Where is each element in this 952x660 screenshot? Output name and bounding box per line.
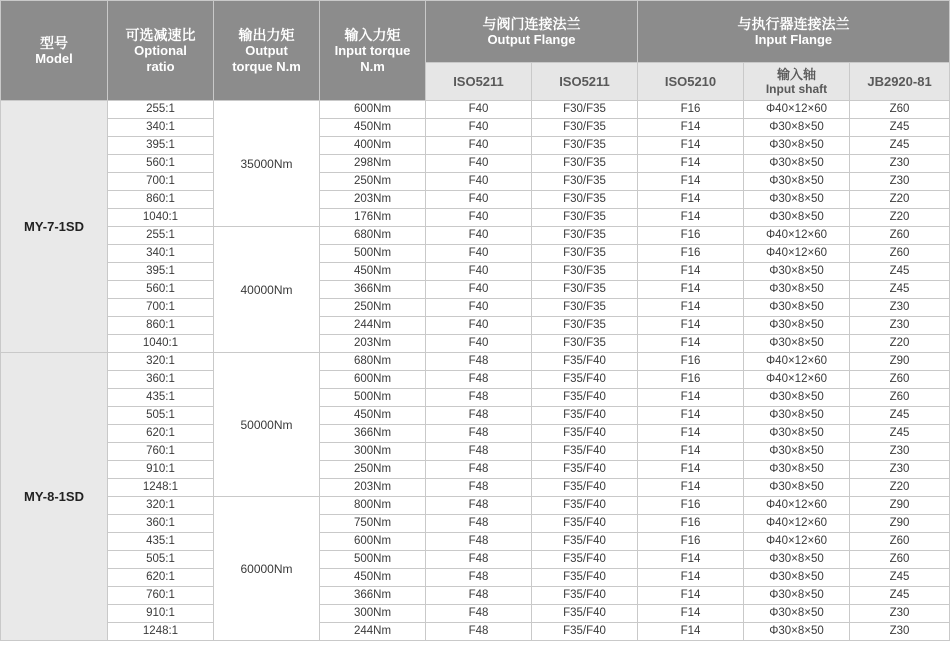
subheader-iso5211-a: ISO5211 (426, 63, 532, 101)
input-flange-iso5210-cell: F14 (638, 173, 744, 191)
table-row (1, 587, 950, 605)
input-flange-iso5210-cell: F16 (638, 245, 744, 263)
input-shaft-cell: Φ40×12×60 (744, 497, 850, 515)
jb2920-cell: Z30 (850, 317, 950, 335)
output-flange-iso5211-b-cell: F35/F40 (532, 587, 638, 605)
input-shaft-cell: Φ30×8×50 (744, 299, 850, 317)
output-flange-iso5211-b-cell: F35/F40 (532, 371, 638, 389)
ratio-header-en1: Optional (134, 42, 187, 58)
ratio-cell: 320:1 (108, 353, 214, 371)
input-flange-iso5210-cell: F14 (638, 155, 744, 173)
output-flange-iso5211-b-cell: F35/F40 (532, 407, 638, 425)
ratio-cell: 320:1 (108, 497, 214, 515)
table-row (1, 353, 950, 371)
input-shaft-cell: Φ30×8×50 (744, 623, 850, 641)
model-header-cn: 型号 (40, 34, 68, 51)
input-torque-cell: 366Nm (320, 587, 426, 605)
jb2920-cell: Z60 (850, 389, 950, 407)
jb2920-cell: Z20 (850, 479, 950, 497)
model-header (1, 1, 108, 101)
input-flange-iso5210-cell: F14 (638, 425, 744, 443)
input-flange-iso5210-cell: F14 (638, 317, 744, 335)
input-torque-cell: 450Nm (320, 263, 426, 281)
output-torque-cell: 50000Nm (214, 353, 320, 497)
input-torque-cell: 366Nm (320, 425, 426, 443)
output-flange-iso5211-a-cell: F48 (426, 353, 532, 371)
jb2920-cell: Z30 (850, 461, 950, 479)
ratio-cell: 395:1 (108, 137, 214, 155)
output-flange-iso5211-b-cell: F35/F40 (532, 425, 638, 443)
table-row (1, 191, 950, 209)
ratio-cell: 560:1 (108, 155, 214, 173)
jb2920-cell: Z60 (850, 101, 950, 119)
ratio-cell: 560:1 (108, 281, 214, 299)
input-torque-cell: 244Nm (320, 317, 426, 335)
input-shaft-cell: Φ30×8×50 (744, 407, 850, 425)
ratio-cell: 255:1 (108, 101, 214, 119)
output-flange-iso5211-b-cell: F35/F40 (532, 533, 638, 551)
input-shaft-cell: Φ30×8×50 (744, 605, 850, 623)
subheader-jb2920: JB2920-81 (850, 63, 950, 101)
input-flange-iso5210-cell: F14 (638, 443, 744, 461)
output-flange-header-en: Output Flange (487, 31, 576, 47)
input-shaft-cell: Φ40×12×60 (744, 227, 850, 245)
input-torque-cell: 680Nm (320, 353, 426, 371)
ratio-cell: 360:1 (108, 371, 214, 389)
input-shaft-cell: Φ40×12×60 (744, 371, 850, 389)
table-row (1, 371, 950, 389)
table-row (1, 281, 950, 299)
ratio-cell: 505:1 (108, 551, 214, 569)
output-flange-iso5211-a-cell: F48 (426, 533, 532, 551)
input-shaft-cell: Φ40×12×60 (744, 515, 850, 533)
input-torque-header-en1: Input torque (334, 42, 411, 58)
subheader-input-shaft (744, 63, 850, 101)
input-flange-header-en: Input Flange (754, 31, 833, 47)
table-row (1, 317, 950, 335)
input-flange-iso5210-cell: F14 (638, 461, 744, 479)
ratio-cell: 395:1 (108, 263, 214, 281)
ratio-header (108, 1, 214, 101)
input-flange-iso5210-cell: F16 (638, 515, 744, 533)
output-flange-iso5211-b-cell: F30/F35 (532, 299, 638, 317)
table-row (1, 569, 950, 587)
output-flange-iso5211-a-cell: F40 (426, 119, 532, 137)
input-torque-cell: 500Nm (320, 389, 426, 407)
jb2920-cell: Z90 (850, 497, 950, 515)
input-shaft-cell: Φ40×12×60 (744, 533, 850, 551)
output-flange-iso5211-a-cell: F48 (426, 569, 532, 587)
output-flange-iso5211-b-cell: F35/F40 (532, 389, 638, 407)
input-shaft-cell: Φ40×12×60 (744, 101, 850, 119)
input-flange-iso5210-cell: F14 (638, 335, 744, 353)
ratio-cell: 360:1 (108, 515, 214, 533)
ratio-cell: 910:1 (108, 605, 214, 623)
jb2920-cell: Z60 (850, 227, 950, 245)
output-flange-iso5211-a-cell: F48 (426, 479, 532, 497)
output-flange-iso5211-a-cell: F48 (426, 623, 532, 641)
input-torque-cell: 203Nm (320, 191, 426, 209)
table-row (1, 119, 950, 137)
input-torque-cell: 203Nm (320, 479, 426, 497)
input-shaft-cell: Φ30×8×50 (744, 587, 850, 605)
input-torque-cell: 203Nm (320, 335, 426, 353)
table-row (1, 101, 950, 119)
output-flange-iso5211-b-cell: F30/F35 (532, 173, 638, 191)
input-shaft-cell: Φ40×12×60 (744, 353, 850, 371)
input-shaft-cell: Φ30×8×50 (744, 461, 850, 479)
output-flange-iso5211-a-cell: F40 (426, 263, 532, 281)
jb2920-cell: Z30 (850, 173, 950, 191)
input-flange-iso5210-cell: F14 (638, 119, 744, 137)
jb2920-cell: Z30 (850, 623, 950, 641)
output-flange-iso5211-b-cell: F35/F40 (532, 515, 638, 533)
input-shaft-cell: Φ30×8×50 (744, 425, 850, 443)
input-shaft-cell: Φ40×12×60 (744, 245, 850, 263)
output-flange-iso5211-a-cell: F48 (426, 389, 532, 407)
input-flange-iso5210-cell: F14 (638, 191, 744, 209)
input-torque-cell: 450Nm (320, 569, 426, 587)
output-flange-iso5211-b-cell: F30/F35 (532, 227, 638, 245)
output-flange-iso5211-b-cell: F30/F35 (532, 317, 638, 335)
input-shaft-cell: Φ30×8×50 (744, 335, 850, 353)
output-flange-iso5211-a-cell: F40 (426, 299, 532, 317)
input-torque-cell: 366Nm (320, 281, 426, 299)
output-flange-iso5211-b-cell: F30/F35 (532, 281, 638, 299)
output-flange-iso5211-a-cell: F48 (426, 443, 532, 461)
input-shaft-cell: Φ30×8×50 (744, 119, 850, 137)
table-header (1, 1, 950, 101)
input-torque-cell: 600Nm (320, 371, 426, 389)
table-row (1, 173, 950, 191)
output-flange-iso5211-a-cell: F48 (426, 371, 532, 389)
jb2920-cell: Z45 (850, 119, 950, 137)
output-flange-iso5211-b-cell: F30/F35 (532, 335, 638, 353)
output-flange-iso5211-b-cell: F35/F40 (532, 605, 638, 623)
output-flange-iso5211-a-cell: F40 (426, 173, 532, 191)
jb2920-cell: Z30 (850, 155, 950, 173)
input-torque-cell: 300Nm (320, 605, 426, 623)
output-flange-iso5211-b-cell: F35/F40 (532, 497, 638, 515)
input-shaft-cell: Φ30×8×50 (744, 317, 850, 335)
ratio-header-cn: 可选减速比 (125, 26, 196, 43)
jb2920-cell: Z30 (850, 443, 950, 461)
output-flange-iso5211-a-cell: F48 (426, 587, 532, 605)
jb2920-cell: Z60 (850, 245, 950, 263)
input-flange-iso5210-cell: F14 (638, 551, 744, 569)
table-row (1, 209, 950, 227)
table-row (1, 137, 950, 155)
output-flange-iso5211-b-cell: F35/F40 (532, 623, 638, 641)
input-shaft-cell: Φ30×8×50 (744, 389, 850, 407)
ratio-cell: 1248:1 (108, 479, 214, 497)
jb2920-cell: Z20 (850, 335, 950, 353)
output-flange-iso5211-b-cell: F35/F40 (532, 353, 638, 371)
output-flange-iso5211-b-cell: F35/F40 (532, 443, 638, 461)
table-row (1, 245, 950, 263)
ratio-cell: 760:1 (108, 443, 214, 461)
input-flange-iso5210-cell: F16 (638, 353, 744, 371)
input-flange-iso5210-cell: F16 (638, 227, 744, 245)
jb2920-cell: Z45 (850, 137, 950, 155)
ratio-cell: 255:1 (108, 227, 214, 245)
input-shaft-cell: Φ30×8×50 (744, 263, 850, 281)
subheader-iso5211-b: ISO5211 (532, 63, 638, 101)
jb2920-cell: Z30 (850, 299, 950, 317)
input-shaft-cell: Φ30×8×50 (744, 569, 850, 587)
input-torque-cell: 250Nm (320, 299, 426, 317)
output-torque-cell: 35000Nm (214, 101, 320, 227)
ratio-cell: 505:1 (108, 407, 214, 425)
input-torque-cell: 400Nm (320, 137, 426, 155)
input-torque-cell: 250Nm (320, 173, 426, 191)
input-torque-cell: 500Nm (320, 245, 426, 263)
ratio-cell: 435:1 (108, 533, 214, 551)
output-flange-iso5211-a-cell: F40 (426, 137, 532, 155)
ratio-cell: 620:1 (108, 425, 214, 443)
input-flange-iso5210-cell: F16 (638, 371, 744, 389)
model-cell: MY-7-1SD (1, 101, 108, 353)
input-torque-cell: 680Nm (320, 227, 426, 245)
jb2920-cell: Z45 (850, 569, 950, 587)
input-torque-cell: 500Nm (320, 551, 426, 569)
jb2920-cell: Z45 (850, 587, 950, 605)
input-torque-cell: 300Nm (320, 443, 426, 461)
output-flange-iso5211-a-cell: F40 (426, 227, 532, 245)
jb2920-cell: Z60 (850, 551, 950, 569)
ratio-header-en2: ratio (146, 58, 175, 74)
jb2920-cell: Z30 (850, 605, 950, 623)
table-row (1, 155, 950, 173)
input-flange-iso5210-cell: F14 (638, 281, 744, 299)
output-flange-iso5211-b-cell: F30/F35 (532, 137, 638, 155)
model-cell: MY-8-1SD (1, 353, 108, 641)
output-flange-header-cn: 与阀门连接法兰 (482, 15, 581, 32)
output-flange-iso5211-b-cell: F30/F35 (532, 245, 638, 263)
input-flange-iso5210-cell: F14 (638, 263, 744, 281)
input-shaft-cell: Φ30×8×50 (744, 479, 850, 497)
input-torque-cell: 600Nm (320, 101, 426, 119)
input-torque-header-cn: 输入力矩 (344, 26, 401, 43)
output-torque-cell: 60000Nm (214, 497, 320, 641)
input-shaft-cell: Φ30×8×50 (744, 281, 850, 299)
input-torque-cell: 244Nm (320, 623, 426, 641)
jb2920-cell: Z60 (850, 533, 950, 551)
output-torque-header-en1: Output (245, 42, 288, 58)
output-flange-iso5211-b-cell: F30/F35 (532, 191, 638, 209)
output-flange-iso5211-b-cell: F35/F40 (532, 569, 638, 587)
table-row (1, 623, 950, 641)
ratio-cell: 910:1 (108, 461, 214, 479)
table-row (1, 389, 950, 407)
output-flange-iso5211-b-cell: F30/F35 (532, 155, 638, 173)
output-torque-header-en2: torque N.m (232, 58, 301, 74)
output-flange-iso5211-b-cell: F35/F40 (532, 479, 638, 497)
model-header-en: Model (35, 50, 73, 66)
input-flange-iso5210-cell: F14 (638, 299, 744, 317)
output-flange-iso5211-a-cell: F40 (426, 335, 532, 353)
jb2920-cell: Z45 (850, 425, 950, 443)
jb2920-cell: Z90 (850, 353, 950, 371)
table-row (1, 443, 950, 461)
table-row (1, 407, 950, 425)
input-torque-cell: 176Nm (320, 209, 426, 227)
table-row (1, 533, 950, 551)
output-flange-iso5211-a-cell: F48 (426, 605, 532, 623)
input-torque-cell: 750Nm (320, 515, 426, 533)
table-row (1, 263, 950, 281)
input-torque-cell: 450Nm (320, 407, 426, 425)
input-shaft-cell: Φ30×8×50 (744, 191, 850, 209)
table-row (1, 479, 950, 497)
input-torque-cell: 450Nm (320, 119, 426, 137)
table-row (1, 551, 950, 569)
input-torque-header (320, 1, 426, 101)
table-row (1, 461, 950, 479)
output-flange-iso5211-a-cell: F48 (426, 497, 532, 515)
input-shaft-cell: Φ30×8×50 (744, 155, 850, 173)
jb2920-cell: Z45 (850, 407, 950, 425)
input-shaft-cell: Φ30×8×50 (744, 551, 850, 569)
input-flange-iso5210-cell: F14 (638, 623, 744, 641)
output-flange-iso5211-a-cell: F48 (426, 407, 532, 425)
input-flange-iso5210-cell: F16 (638, 101, 744, 119)
output-flange-iso5211-b-cell: F35/F40 (532, 461, 638, 479)
table-row (1, 515, 950, 533)
input-flange-iso5210-cell: F14 (638, 137, 744, 155)
input-flange-iso5210-cell: F14 (638, 407, 744, 425)
input-flange-iso5210-cell: F16 (638, 497, 744, 515)
ratio-cell: 860:1 (108, 317, 214, 335)
output-flange-iso5211-a-cell: F40 (426, 245, 532, 263)
output-flange-iso5211-a-cell: F40 (426, 209, 532, 227)
input-flange-header-cn: 与执行器连接法兰 (737, 15, 850, 32)
ratio-cell: 1040:1 (108, 335, 214, 353)
output-torque-cell: 40000Nm (214, 227, 320, 353)
input-flange-iso5210-cell: F14 (638, 569, 744, 587)
table-body (1, 101, 950, 641)
ratio-cell: 340:1 (108, 119, 214, 137)
output-flange-iso5211-a-cell: F48 (426, 515, 532, 533)
output-flange-iso5211-b-cell: F35/F40 (532, 551, 638, 569)
input-flange-iso5210-cell: F14 (638, 605, 744, 623)
output-torque-header-cn: 输出力矩 (238, 26, 295, 43)
input-shaft-cell: Φ30×8×50 (744, 173, 850, 191)
table-row (1, 299, 950, 317)
output-flange-iso5211-a-cell: F40 (426, 155, 532, 173)
jb2920-cell: Z20 (850, 209, 950, 227)
input-flange-header (638, 1, 950, 63)
input-flange-iso5210-cell: F16 (638, 533, 744, 551)
output-flange-iso5211-a-cell: F40 (426, 191, 532, 209)
input-flange-iso5210-cell: F14 (638, 209, 744, 227)
subheader-input-shaft-cn: 输入轴 (776, 66, 816, 82)
output-flange-iso5211-a-cell: F48 (426, 461, 532, 479)
input-flange-iso5210-cell: F14 (638, 587, 744, 605)
input-shaft-cell: Φ30×8×50 (744, 209, 850, 227)
ratio-cell: 700:1 (108, 299, 214, 317)
input-torque-header-en2: N.m (360, 58, 385, 74)
table-row (1, 227, 950, 245)
input-flange-iso5210-cell: F14 (638, 479, 744, 497)
input-shaft-cell: Φ30×8×50 (744, 137, 850, 155)
jb2920-cell: Z20 (850, 191, 950, 209)
jb2920-cell: Z90 (850, 515, 950, 533)
output-flange-iso5211-b-cell: F30/F35 (532, 209, 638, 227)
ratio-cell: 760:1 (108, 587, 214, 605)
output-flange-iso5211-a-cell: F48 (426, 425, 532, 443)
table-row (1, 425, 950, 443)
ratio-cell: 1248:1 (108, 623, 214, 641)
output-torque-header (214, 1, 320, 101)
table-row (1, 497, 950, 515)
subheader-input-shaft-en: Input shaft (765, 81, 828, 96)
output-flange-iso5211-b-cell: F30/F35 (532, 101, 638, 119)
input-flange-iso5210-cell: F14 (638, 389, 744, 407)
ratio-cell: 700:1 (108, 173, 214, 191)
input-torque-cell: 600Nm (320, 533, 426, 551)
table-row (1, 335, 950, 353)
output-flange-iso5211-a-cell: F48 (426, 551, 532, 569)
input-torque-cell: 250Nm (320, 461, 426, 479)
output-flange-iso5211-b-cell: F30/F35 (532, 263, 638, 281)
ratio-cell: 340:1 (108, 245, 214, 263)
ratio-cell: 1040:1 (108, 209, 214, 227)
ratio-cell: 860:1 (108, 191, 214, 209)
table-row (1, 605, 950, 623)
input-shaft-cell: Φ30×8×50 (744, 443, 850, 461)
output-flange-iso5211-a-cell: F40 (426, 101, 532, 119)
ratio-cell: 435:1 (108, 389, 214, 407)
output-flange-iso5211-a-cell: F40 (426, 317, 532, 335)
jb2920-cell: Z45 (850, 281, 950, 299)
ratio-cell: 620:1 (108, 569, 214, 587)
input-torque-cell: 298Nm (320, 155, 426, 173)
jb2920-cell: Z60 (850, 371, 950, 389)
output-flange-iso5211-b-cell: F30/F35 (532, 119, 638, 137)
input-torque-cell: 800Nm (320, 497, 426, 515)
jb2920-cell: Z45 (850, 263, 950, 281)
subheader-iso5210: ISO5210 (638, 63, 744, 101)
output-flange-header (426, 1, 638, 63)
output-flange-iso5211-a-cell: F40 (426, 281, 532, 299)
